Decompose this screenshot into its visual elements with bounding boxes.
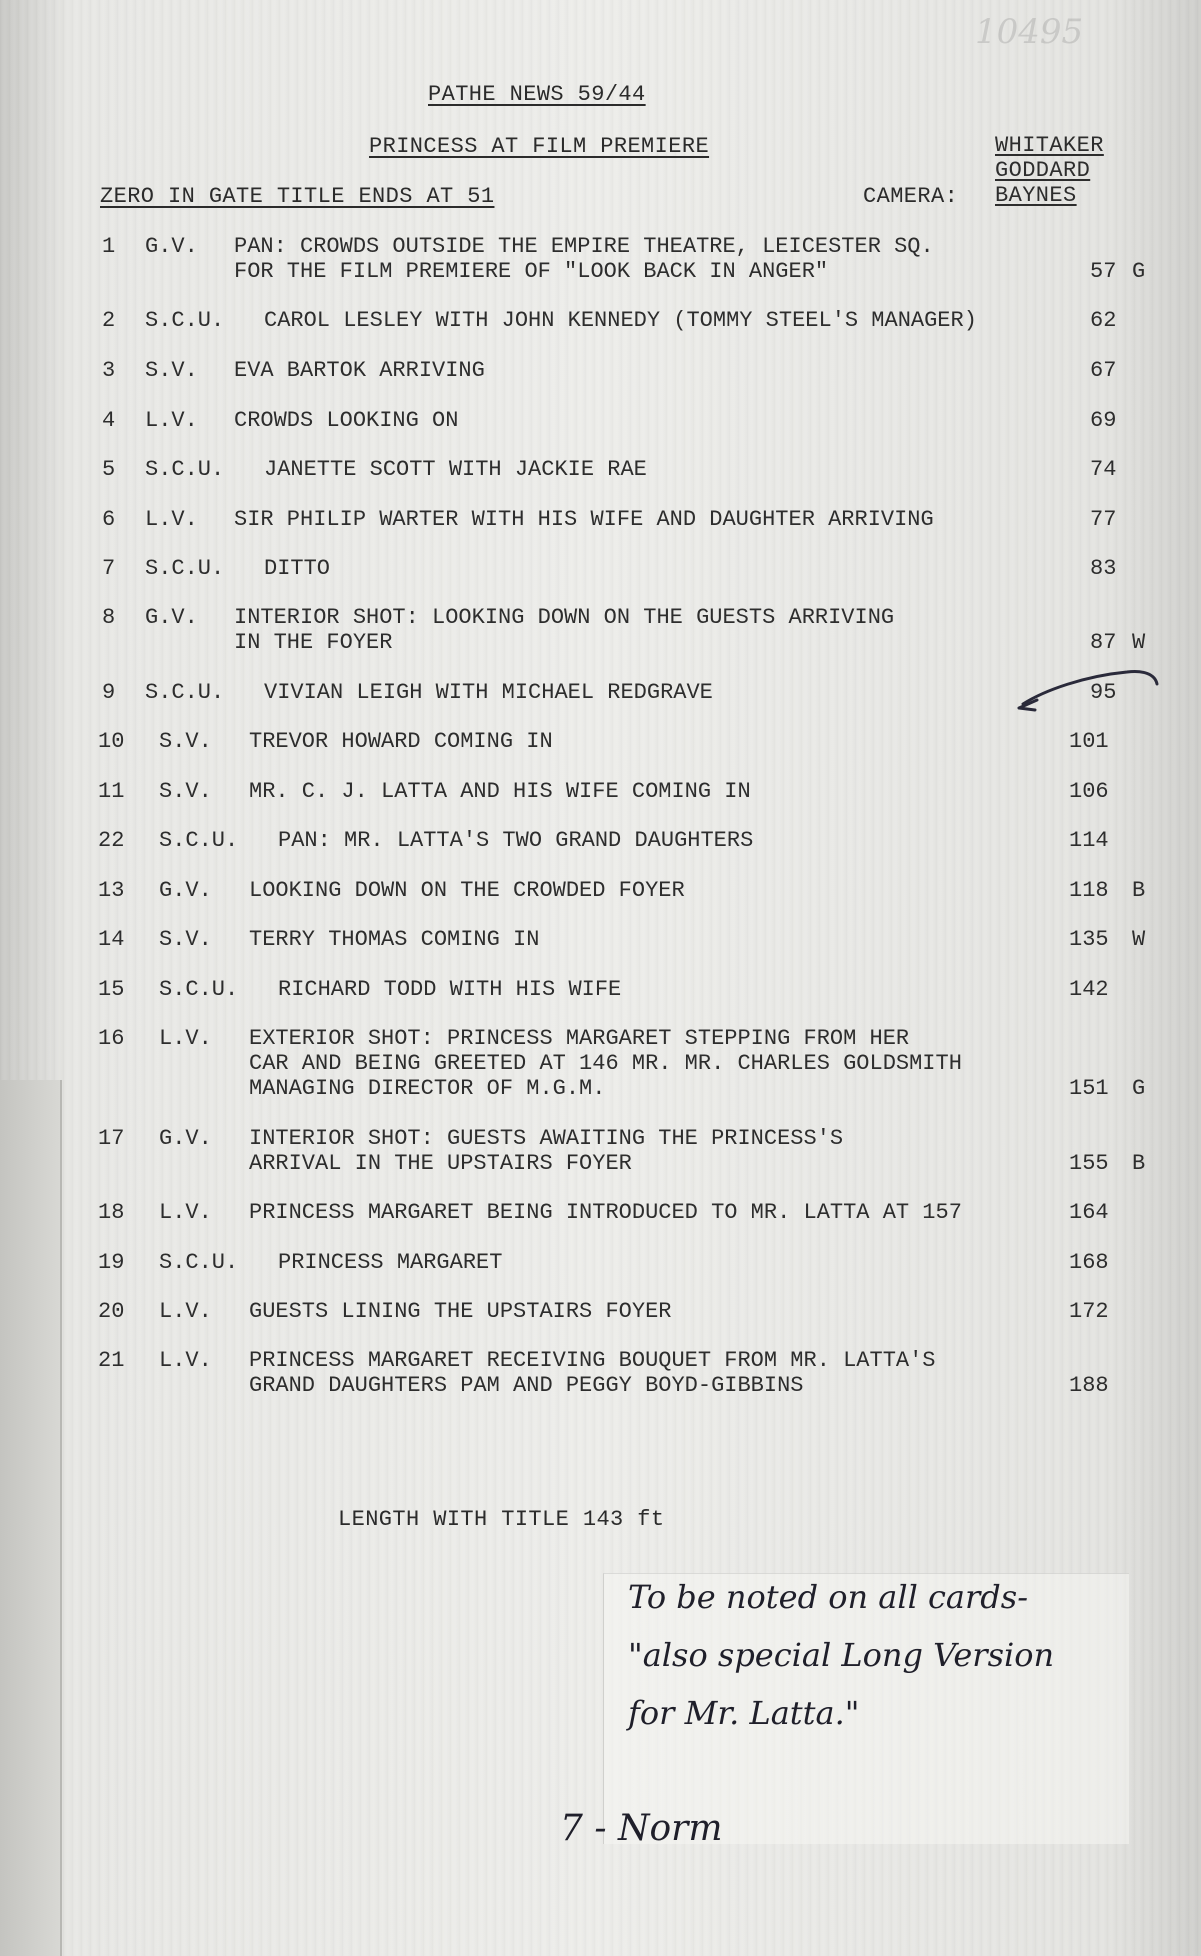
shot-footage: 77: [1090, 507, 1117, 532]
shot-description-line: LOOKING DOWN ON THE CROWDED FOYER: [249, 878, 685, 903]
shot-footage: 106: [1069, 779, 1109, 804]
shot-number: 13: [98, 878, 125, 903]
shot-type: S.C.U.: [145, 308, 225, 333]
shot-description-line: GRAND DAUGHTERS PAM AND PEGGY BOYD-GIBBINS: [249, 1373, 804, 1398]
handwritten-note-line: To be noted on all cards-: [628, 1578, 1028, 1616]
shot-description-line: PAN: MR. LATTA'S TWO GRAND DAUGHTERS: [278, 828, 754, 853]
shot-type: L.V.: [159, 1299, 212, 1324]
shot-description-line: PRINCESS MARGARET: [278, 1250, 503, 1275]
shot-description-line: PRINCESS MARGARET BEING INTRODUCED TO MR. LATTA AT 157: [249, 1200, 962, 1225]
shot-number: 5: [102, 457, 116, 482]
handwritten-note-line: "also special Long Version: [628, 1636, 1055, 1674]
shot-type: S.C.U.: [145, 680, 225, 705]
shot-footage: 74: [1090, 457, 1117, 482]
shot-number: 4: [102, 408, 116, 433]
shot-description-line: EXTERIOR SHOT: PRINCESS MARGARET STEPPING FROM HER: [249, 1026, 910, 1051]
shot-description-line: CAROL LESLEY WITH JOHN KENNEDY (TOMMY STEEL'S MANAGER): [264, 308, 977, 333]
handwritten-initials: 7 - Norm: [560, 1808, 723, 1849]
shot-footage: 67: [1090, 358, 1117, 383]
shot-type: S.V.: [159, 927, 212, 952]
shot-description-line: SIR PHILIP WARTER WITH HIS WIFE AND DAUGHTER ARRIVING: [234, 507, 934, 532]
shot-type: G.V.: [145, 605, 198, 630]
shot-type: S.C.U.: [145, 457, 225, 482]
shot-mark-letter: G: [1132, 259, 1146, 284]
shot-mark-letter: W: [1132, 630, 1146, 655]
shot-description-line: DITTO: [264, 556, 331, 581]
shot-type: S.V.: [145, 358, 198, 383]
shot-description-line: ARRIVAL IN THE UPSTAIRS FOYER: [249, 1151, 632, 1176]
shot-footage: 142: [1069, 977, 1109, 1002]
camera-operators: [995, 133, 1104, 208]
shot-description-line: JANETTE SCOTT WITH JACKIE RAE: [264, 457, 647, 482]
shot-footage: 135: [1069, 927, 1109, 952]
handdrawn-arrow-mark: [1015, 664, 1165, 712]
shot-footage: 188: [1069, 1373, 1109, 1398]
shot-number: 20: [98, 1299, 125, 1324]
shot-number: 3: [102, 358, 116, 383]
shot-type: L.V.: [145, 507, 198, 532]
shot-footage: 87: [1090, 630, 1117, 655]
shot-mark-letter: W: [1132, 927, 1146, 952]
camera-label: CAMERA:: [863, 184, 959, 209]
shot-description-line: RICHARD TODD WITH HIS WIFE: [278, 977, 622, 1002]
shot-footage: 62: [1090, 308, 1117, 333]
shot-type: G.V.: [145, 234, 198, 259]
camera-operator: BAYNES: [995, 183, 1077, 208]
shot-footage: 118: [1069, 878, 1109, 903]
shot-number: 14: [98, 927, 125, 952]
shot-type: G.V.: [159, 1126, 212, 1151]
handwritten-note-line: for Mr. Latta.": [628, 1694, 860, 1732]
shot-type: L.V.: [159, 1348, 212, 1373]
shot-description-line: CROWDS LOOKING ON: [234, 408, 459, 433]
shot-description-line: INTERIOR SHOT: LOOKING DOWN ON THE GUESTS ARRIVING: [234, 605, 895, 630]
shot-number: 15: [98, 977, 125, 1002]
faint-corner-number: 10495: [975, 12, 1084, 52]
shot-type: L.V.: [145, 408, 198, 433]
shot-footage: 95: [1090, 680, 1117, 705]
shot-description-line: VIVIAN LEIGH WITH MICHAEL REDGRAVE: [264, 680, 713, 705]
shot-number: 21: [98, 1348, 125, 1373]
shot-description-line: CAR AND BEING GREETED AT 146 MR. MR. CHARLES GOLDSMITH: [249, 1051, 962, 1076]
shot-description-line: FOR THE FILM PREMIERE OF "LOOK BACK IN ANGER": [234, 259, 829, 284]
shot-description-line: GUESTS LINING THE UPSTAIRS FOYER: [249, 1299, 672, 1324]
shot-type: S.V.: [159, 729, 212, 754]
length-with-title: LENGTH WITH TITLE 143 ft: [338, 1507, 665, 1532]
shot-footage: 69: [1090, 408, 1117, 433]
shot-type: L.V.: [159, 1200, 212, 1225]
shot-type: S.V.: [159, 779, 212, 804]
shot-description-line: PAN: CROWDS OUTSIDE THE EMPIRE THEATRE, LEICESTER SQ.: [234, 234, 934, 259]
shot-mark-letter: B: [1132, 878, 1146, 903]
story-title: PRINCESS AT FILM PREMIERE: [369, 134, 710, 159]
shot-footage: 57: [1090, 259, 1117, 284]
zero-in-gate-line: ZERO IN GATE TITLE ENDS AT 51: [100, 184, 495, 209]
shot-footage: 83: [1090, 556, 1117, 581]
shot-description-line: MANAGING DIRECTOR OF M.G.M.: [249, 1076, 606, 1101]
reel-heading: PATHE NEWS 59/44: [428, 82, 646, 107]
shot-description-line: TREVOR HOWARD COMING IN: [249, 729, 553, 754]
shot-type: G.V.: [159, 878, 212, 903]
shot-number: 9: [102, 680, 116, 705]
shot-type: L.V.: [159, 1026, 212, 1051]
shot-description-line: TERRY THOMAS COMING IN: [249, 927, 540, 952]
shot-type: S.C.U.: [145, 556, 225, 581]
shot-footage: 151: [1069, 1076, 1109, 1101]
shot-description-line: PRINCESS MARGARET RECEIVING BOUQUET FROM MR. LATTA'S: [249, 1348, 936, 1373]
shot-type: S.C.U.: [159, 828, 239, 853]
shot-number: 1: [102, 234, 116, 259]
shot-footage: 101: [1069, 729, 1109, 754]
shot-footage: 114: [1069, 828, 1109, 853]
shot-number: 16: [98, 1026, 125, 1051]
shot-description-line: EVA BARTOK ARRIVING: [234, 358, 485, 383]
shot-type: S.C.U.: [159, 1250, 239, 1275]
shot-number: 22: [98, 828, 125, 853]
shot-footage: 172: [1069, 1299, 1109, 1324]
shot-mark-letter: G: [1132, 1076, 1146, 1101]
shot-footage: 168: [1069, 1250, 1109, 1275]
shot-number: 8: [102, 605, 116, 630]
shot-number: 19: [98, 1250, 125, 1275]
shot-description-line: MR. C. J. LATTA AND HIS WIFE COMING IN: [249, 779, 751, 804]
camera-operator: GODDARD: [995, 158, 1091, 183]
shot-number: 11: [98, 779, 125, 804]
underlying-card-edge: [0, 1080, 62, 1956]
shot-description-line: IN THE FOYER: [234, 630, 393, 655]
shot-number: 7: [102, 556, 116, 581]
shot-number: 10: [98, 729, 125, 754]
shot-number: 17: [98, 1126, 125, 1151]
shot-number: 2: [102, 308, 116, 333]
shot-number: 18: [98, 1200, 125, 1225]
shot-footage: 164: [1069, 1200, 1109, 1225]
shot-footage: 155: [1069, 1151, 1109, 1176]
shot-mark-letter: B: [1132, 1151, 1146, 1176]
shot-description-line: INTERIOR SHOT: GUESTS AWAITING THE PRINCESS'S: [249, 1126, 844, 1151]
camera-operator: WHITAKER: [995, 133, 1104, 158]
shot-number: 6: [102, 507, 116, 532]
shot-type: S.C.U.: [159, 977, 239, 1002]
